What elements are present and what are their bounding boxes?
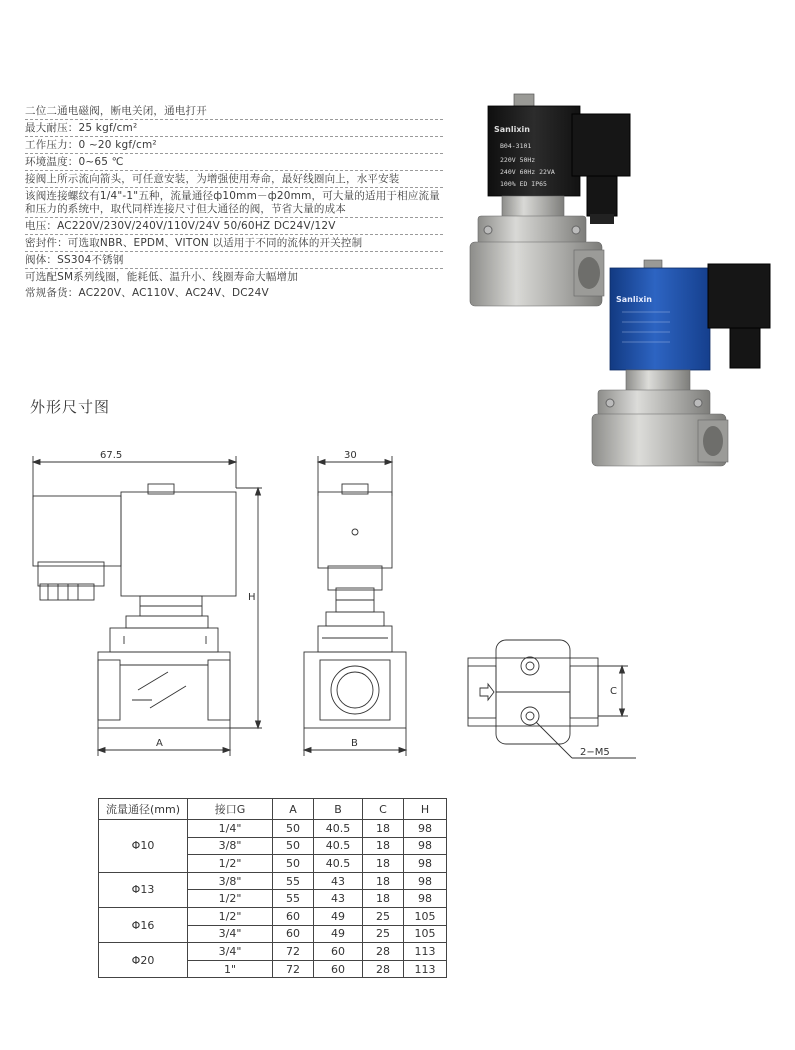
table-cell: 3/8": [188, 872, 273, 890]
spec-line: 最大耐压：25 kgf/cm²: [25, 120, 443, 137]
table-cell: 40.5: [314, 855, 363, 873]
section-title: 外形尺寸图: [30, 398, 111, 416]
table-cell: 18: [363, 837, 404, 855]
dimension-a-label: A: [156, 738, 163, 749]
table-cell: 72: [273, 960, 314, 978]
column-header: H: [404, 799, 447, 820]
table-cell: 1/2": [188, 855, 273, 873]
size-cell: Φ16: [99, 907, 188, 942]
column-header: 接口G: [188, 799, 273, 820]
table-row: [99, 907, 447, 925]
spec-line: 可选配SM系列线圈，能耗低、温升小、线圈寿命大幅增加: [25, 271, 298, 283]
table-cell: 1/2": [188, 907, 273, 925]
table-cell: 28: [363, 943, 404, 961]
table-cell: 105: [404, 907, 447, 925]
table-cell: 60: [273, 925, 314, 943]
table-cell: 49: [314, 925, 363, 943]
model-label: B04-3101: [500, 142, 532, 150]
spec-line: 二位二通电磁阀，断电关闭，通电打开: [25, 103, 443, 120]
table-cell: 40.5: [314, 820, 363, 838]
dimension-drawing: [0, 440, 795, 780]
bottom-view: [468, 640, 636, 758]
column-header: A: [273, 799, 314, 820]
table-cell: 40.5: [314, 837, 363, 855]
table-cell: 25: [363, 907, 404, 925]
table-cell: 113: [404, 943, 447, 961]
size-cell: Φ20: [99, 943, 188, 978]
dimension-width-label: 67.5: [100, 450, 123, 461]
table-cell: 25: [363, 925, 404, 943]
table-cell: 1": [188, 960, 273, 978]
spec-line: 电压：AC220V/230V/240V/110V/24V 50/60HZ DC24V/12V: [25, 218, 443, 235]
table-cell: 18: [363, 855, 404, 873]
table-cell: 113: [404, 960, 447, 978]
spec-line: 工作压力：0 ~20 kgf/cm²: [25, 137, 443, 154]
column-header: 流量通径(mm): [99, 799, 188, 820]
coil-spec-line: 240V 60Hz 22VA: [500, 168, 555, 176]
table-cell: 98: [404, 855, 447, 873]
dimension-b-label: B: [351, 738, 358, 749]
column-header: B: [314, 799, 363, 820]
table-cell: 60: [273, 907, 314, 925]
coil-spec-line: 100% ED IP65: [500, 180, 547, 188]
blue-coil-valve-photo: [582, 258, 787, 470]
thread-label: 2−M5: [580, 747, 610, 758]
table-cell: 1/2": [188, 890, 273, 908]
table-cell: 28: [363, 960, 404, 978]
table-row: [99, 872, 447, 890]
table-cell: 49: [314, 907, 363, 925]
table-cell: 1/4": [188, 820, 273, 838]
table-cell: 18: [363, 872, 404, 890]
table-cell: 60: [314, 960, 363, 978]
spec-list: [25, 103, 443, 301]
table-cell: 98: [404, 820, 447, 838]
spec-line: 该阀连接螺纹有1/4"-1"五种，流量通径ф10mm－ф20mm，可大量的适用于相应流量和压力的系统中，取代同样连接尺寸但大通径的阀，节省大量的成本: [25, 188, 443, 218]
table-cell: 50: [273, 855, 314, 873]
spec-line: 环境温度：0~65 ℃: [25, 154, 443, 171]
dimension-h-label: H: [248, 592, 256, 603]
table-cell: 50: [273, 837, 314, 855]
table-cell: 98: [404, 890, 447, 908]
front-view: [33, 450, 262, 756]
brand-label: Sanlixin: [494, 125, 530, 134]
table-cell: 43: [314, 872, 363, 890]
dimension-table: [98, 798, 447, 978]
dimension-c-label: C: [610, 686, 617, 697]
table-cell: 105: [404, 925, 447, 943]
table-row: [99, 943, 447, 961]
table-cell: 3/8": [188, 837, 273, 855]
dimension-depth-label: 30: [344, 450, 357, 461]
table-cell: 60: [314, 943, 363, 961]
side-view: [304, 450, 406, 756]
coil-spec-line: 220V 50Hz: [500, 156, 536, 164]
spec-line: 阀体：SS304不锈钢: [25, 252, 443, 269]
spec-line: 常规备货：AC220V、AC110V、AC24V、DC24V: [25, 287, 269, 299]
size-cell: Φ13: [99, 872, 188, 907]
table-row: [99, 820, 447, 838]
table-cell: 3/4": [188, 925, 273, 943]
table-cell: 3/4": [188, 943, 273, 961]
table-cell: 55: [273, 890, 314, 908]
table-header-row: [99, 799, 447, 820]
table-cell: 18: [363, 820, 404, 838]
brand-label: Sanlixin: [616, 295, 652, 304]
table-cell: 18: [363, 890, 404, 908]
table-cell: 98: [404, 837, 447, 855]
table-cell: 43: [314, 890, 363, 908]
column-header: C: [363, 799, 404, 820]
table-cell: 55: [273, 872, 314, 890]
spec-line: 密封件：可选取NBR、EPDM、VITON 以适用于不同的流体的开关控制: [25, 235, 443, 252]
spec-line: 接阀上所示流向箭头，可任意安装，为增强使用寿命，最好线圈向上，水平安装: [25, 171, 443, 188]
table-cell: 50: [273, 820, 314, 838]
size-cell: Φ10: [99, 820, 188, 873]
table-cell: 72: [273, 943, 314, 961]
table-cell: 98: [404, 872, 447, 890]
